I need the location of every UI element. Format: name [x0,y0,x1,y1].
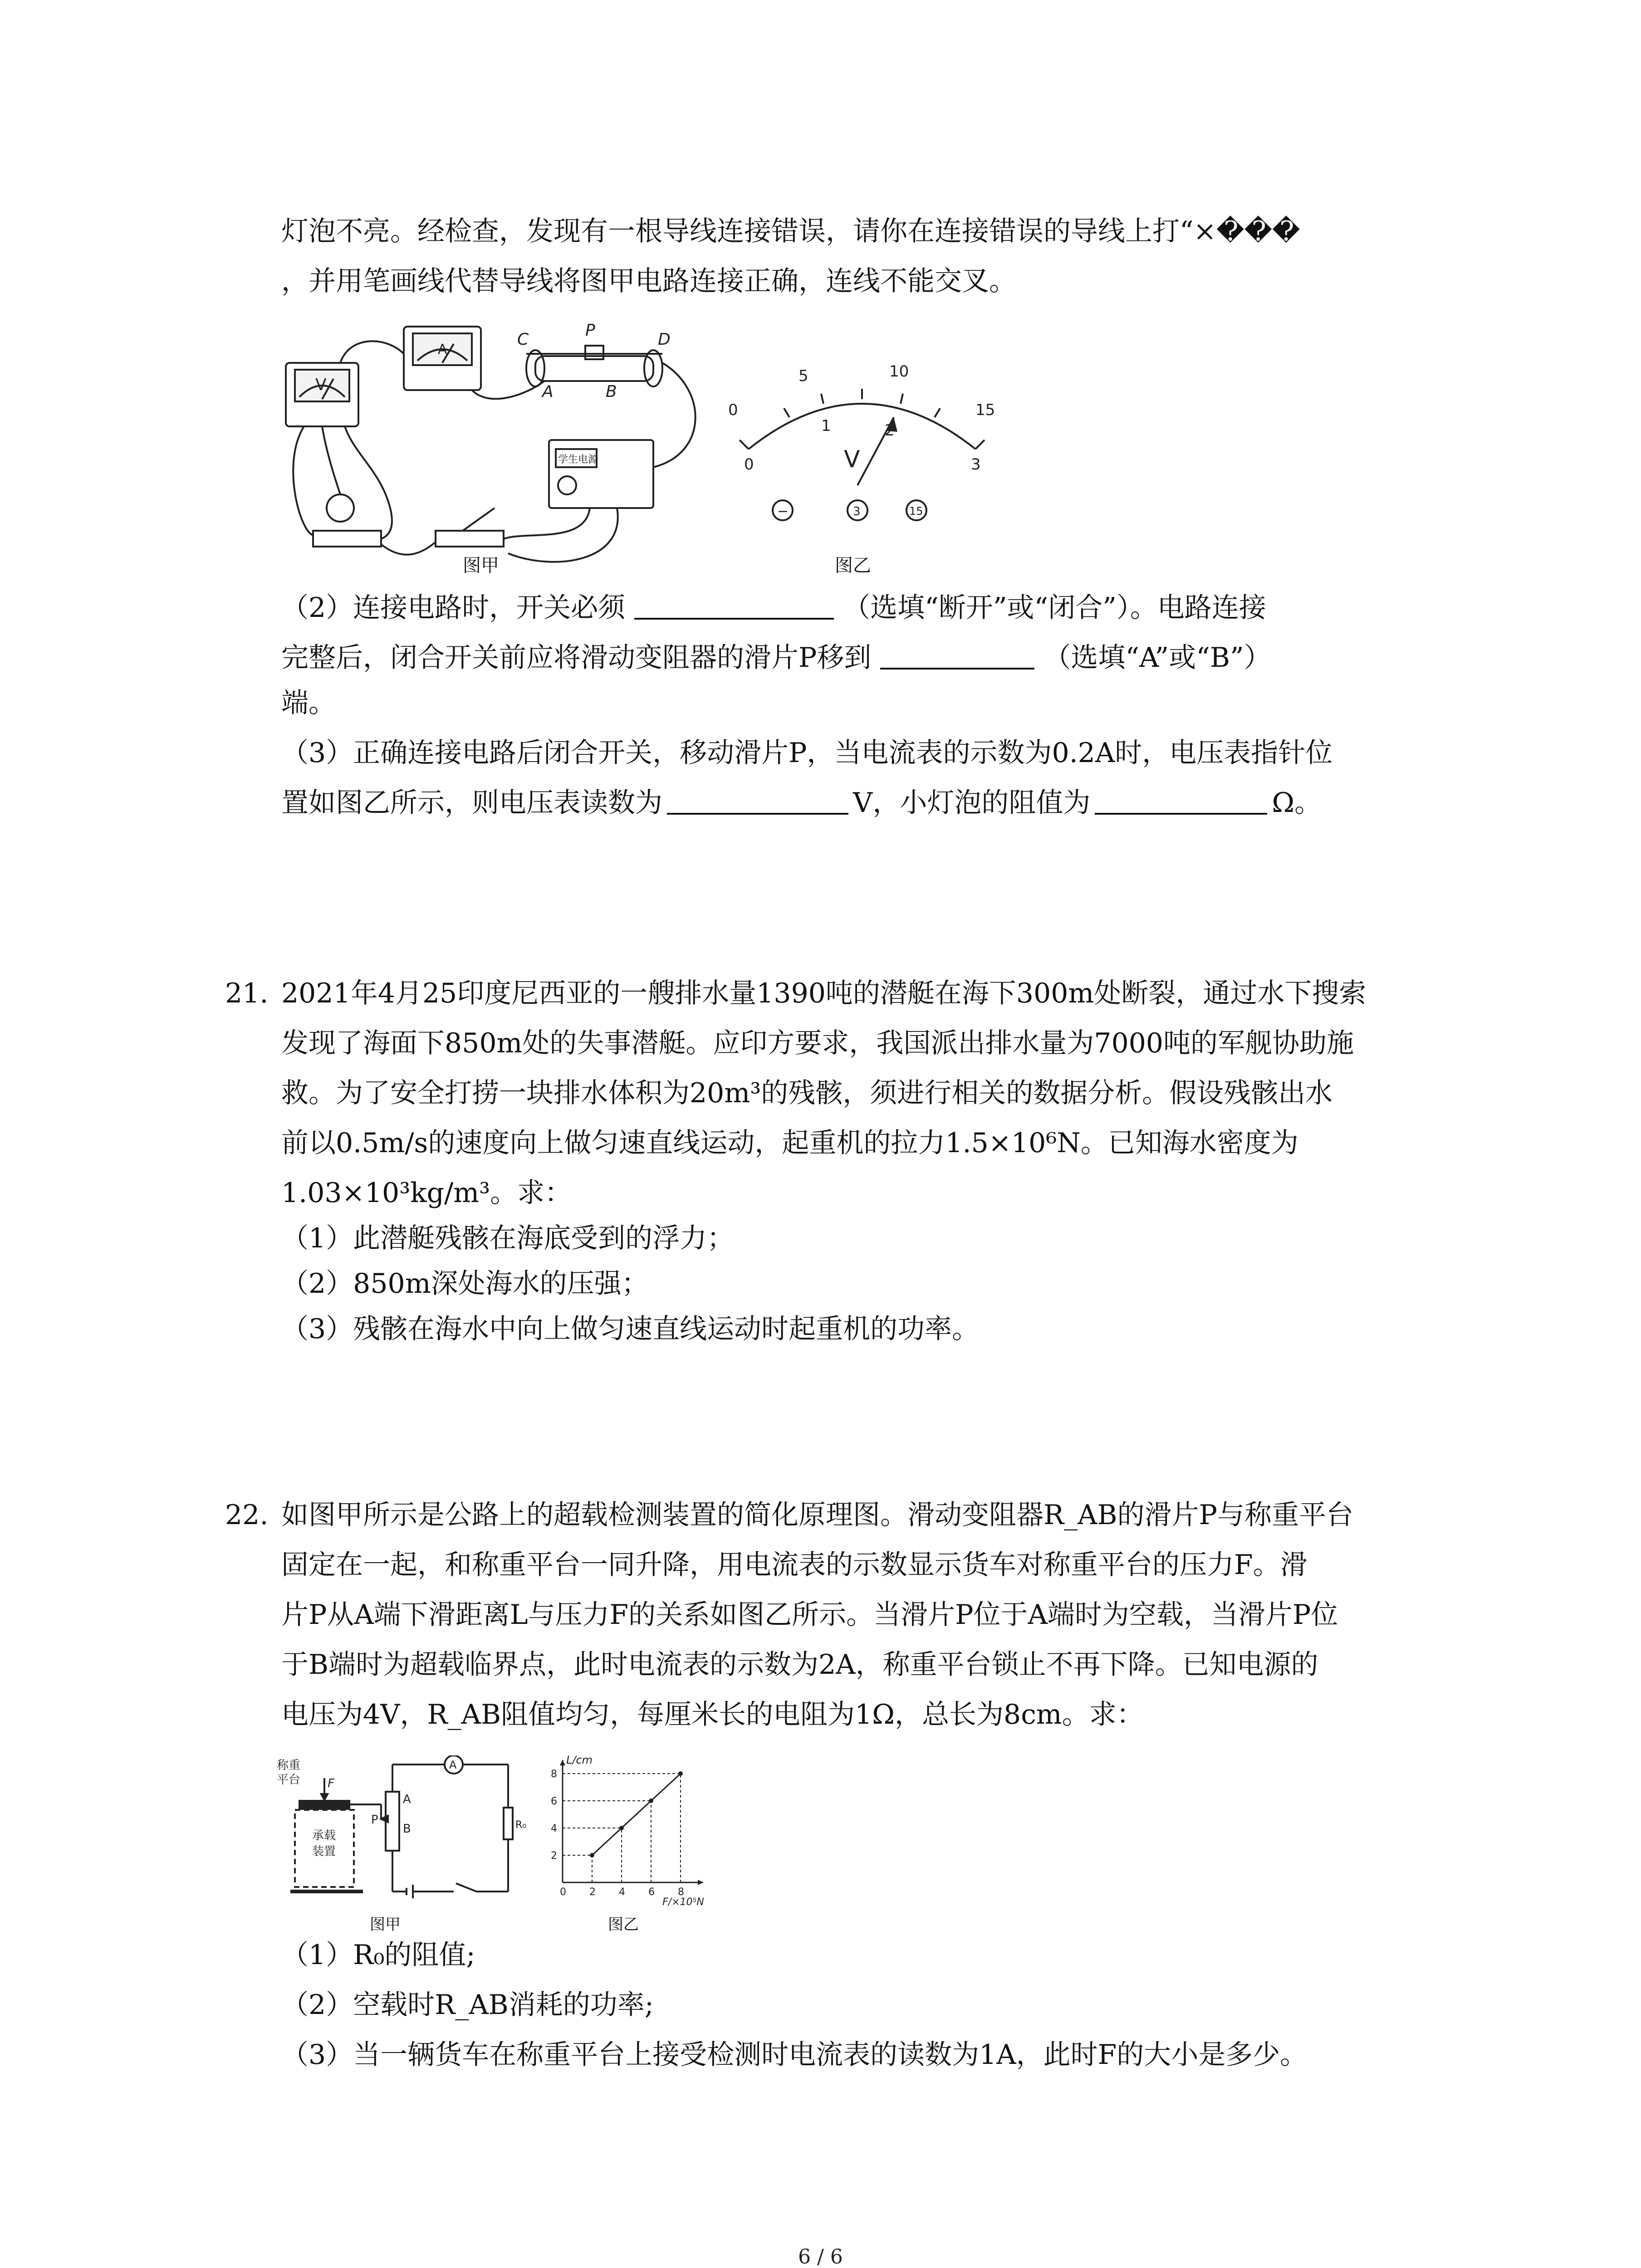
q20-part3-text-d: Ω。 [1272,787,1322,819]
y-tick-label: 2 [551,1850,557,1862]
terminal-a-label: A [542,382,554,401]
q22-line-1: 如图甲所示是公路上的超载检测装置的简化原理图。滑动变阻器R_AB的滑片P与称重平台 [281,1499,1353,1531]
answer-blank-voltage[interactable] [667,786,848,815]
q20-part3-text-c: V，小灯泡的阻值为 [853,787,1091,819]
answer-blank-slider-end[interactable] [880,640,1034,670]
data-point [619,1826,624,1830]
x-tick-label: 2 [589,1887,596,1898]
answer-blank-switch[interactable] [634,591,834,620]
q21-line-1: 2021年4月25印度尼西亚的一艘排水量1390吨的潜艇在海下300m处断裂，通过水下搜索 [281,978,1367,1009]
q20-figure-b [708,331,1016,540]
dial-bottom-2: 2 [885,421,895,440]
y-tick-label: 4 [551,1823,557,1834]
dial-top-0: 0 [728,401,738,419]
y-tick-label: 8 [551,1769,557,1780]
q20-figure-b-caption: 图乙 [835,555,871,576]
q22-line-2: 固定在一起，和称重平台一同升降，用电流表的示数显示货车对称重平台的压力F。滑 [281,1549,1308,1581]
q20-figure-a-caption: 图甲 [463,555,499,576]
q22-number: 22. [225,1499,269,1531]
x-tick-label: 4 [619,1887,625,1898]
q20-part2-text-c: 完整后，闭合开关前应将滑动变阻器的滑片P移到 [281,642,872,674]
platform-label: 称重 [277,1759,301,1772]
q21-number: 21. [225,978,269,1009]
q22-sub-2: （2）空载时R_AB消耗的功率; [281,1989,654,2021]
q20-part2-line2 [281,640,1271,676]
q20-part2-text-d: （选填“A”或“B”） [1043,642,1271,674]
ammeter-label: A [449,1759,457,1771]
q21-line-3: 救。为了安全打捞一块排水体积为20m³的残骸，须进行相关的数据分析。假设残骸出水 [281,1077,1333,1109]
q21-line-5: 1.03×10³kg/m³。求： [281,1177,572,1209]
dial-top-15: 15 [975,401,995,419]
dial-bottom-3: 3 [971,455,981,474]
slider-p-label: P [371,1813,378,1827]
data-point [590,1853,594,1857]
terminal-15: 15 [909,505,923,518]
q22-line-5: 电压为4V，R_AB阻值均匀，每厘米长的电阻为1Ω，总长为8cm。求： [281,1699,1144,1730]
q20-part2-text-b: （选填“断开”或“闭合”）。电路连接 [843,592,1266,624]
series-line [592,1774,681,1855]
data-point [678,1771,683,1776]
q21-sub-2: （2）850m深处海水的压强； [281,1268,649,1300]
x-tick-label: 8 [678,1887,684,1898]
terminal-b-label: B [606,382,617,401]
terminal-c-label: C [517,330,529,349]
dial-bottom-1: 1 [821,417,831,435]
q20-figure-a [272,318,726,590]
terminal-d-label: D [658,330,671,349]
q22-line-4: 于B端时为超载临界点，此时电流表的示数为2A，称重平台锁止不再下降。已知电源的 [281,1649,1318,1681]
dial-top-10: 10 [889,362,909,381]
ammeter-label: A [438,342,447,357]
dial-bottom-0: 0 [744,455,754,474]
q21-sub-3: （3）残骸在海水中向上做匀速直线运动时起重机的功率。 [281,1313,980,1345]
q20-part3-text-b: 置如图乙所示，则电压表读数为 [281,787,662,819]
x-tick-label: 0 [560,1887,566,1898]
q22-figure-b-chart [544,1755,735,1910]
y-tick-label: 6 [551,1796,557,1807]
q20-line-1: 灯泡不亮。经检查，发现有一根导线连接错误，请你在连接错误的导线上打“×��� [281,215,1300,247]
q22-sub-3: （3）当一辆货车在称重平台上接受检测时电流表的读数为1A，此时F的大小是多少。 [281,2039,1308,2071]
terminal-3: 3 [853,505,861,518]
platform-label-2: 平台 [277,1773,301,1787]
q22-sub-1: （1）R₀的阻值; [281,1939,475,1971]
voltmeter-label: V [315,376,327,394]
x-axis-label: F/×10⁵N [662,1897,704,1908]
q20-part2-text-a: （2）连接电路时，开关必须 [281,592,626,624]
end-a-label: A [403,1793,411,1806]
dial-v-label: V [844,446,860,473]
q20-part3-line2 [281,785,1322,821]
answer-blank-resistance[interactable] [1095,786,1267,815]
device-label-2: 装置 [312,1845,336,1858]
q20-line-2: ，并用笔画线代替导线将图甲电路连接正确，连线不能交叉。 [281,265,1016,297]
end-b-label: B [403,1822,411,1836]
resistor-r0-label: R₀ [515,1819,526,1831]
q20-part2-line1 [281,590,1266,626]
y-axis-arrow [560,1760,565,1765]
page-number: 6 / 6 [798,2245,843,2268]
q22-figure-b-caption: 图乙 [608,1916,639,1934]
x-axis-arrow [698,1880,703,1885]
x-tick-label: 6 [648,1887,655,1898]
q21-sub-1: （1）此潜艇残骸在海底受到的浮力； [281,1222,735,1254]
q21-line-4: 前以0.5m/s的速度向上做匀速直线运动，起重机的拉力1.5×10⁶N。已知海水密度为 [281,1127,1298,1159]
q21-line-2: 发现了海面下850m处的失事潜艇。应印方要求，我国派出排水量为7000吨的军舰协助施 [281,1027,1354,1059]
device-label: 承载 [312,1829,336,1843]
q20-part3-line1: （3）正确连接电路后闭合开关，移动滑片P，当电流表的示数为0.2A时，电压表指针位 [281,737,1333,769]
supply-label: 学生电源 [558,454,598,465]
y-axis-label: L/cm [566,1755,593,1766]
q22-line-3: 片P从A端下滑距离L与压力F的关系如图乙所示。当滑片P位于A端时为空载，当滑片P位 [281,1599,1338,1631]
terminal-minus: − [777,503,789,519]
q22-figure-a [272,1755,526,1910]
dial-top-5: 5 [798,367,808,385]
force-f-label: F [328,1777,334,1790]
slider-p-label: P [585,321,595,340]
data-point [649,1799,653,1803]
q22-figure-a-caption: 图甲 [370,1916,401,1934]
q20-part2-line3: 端。 [281,687,336,719]
